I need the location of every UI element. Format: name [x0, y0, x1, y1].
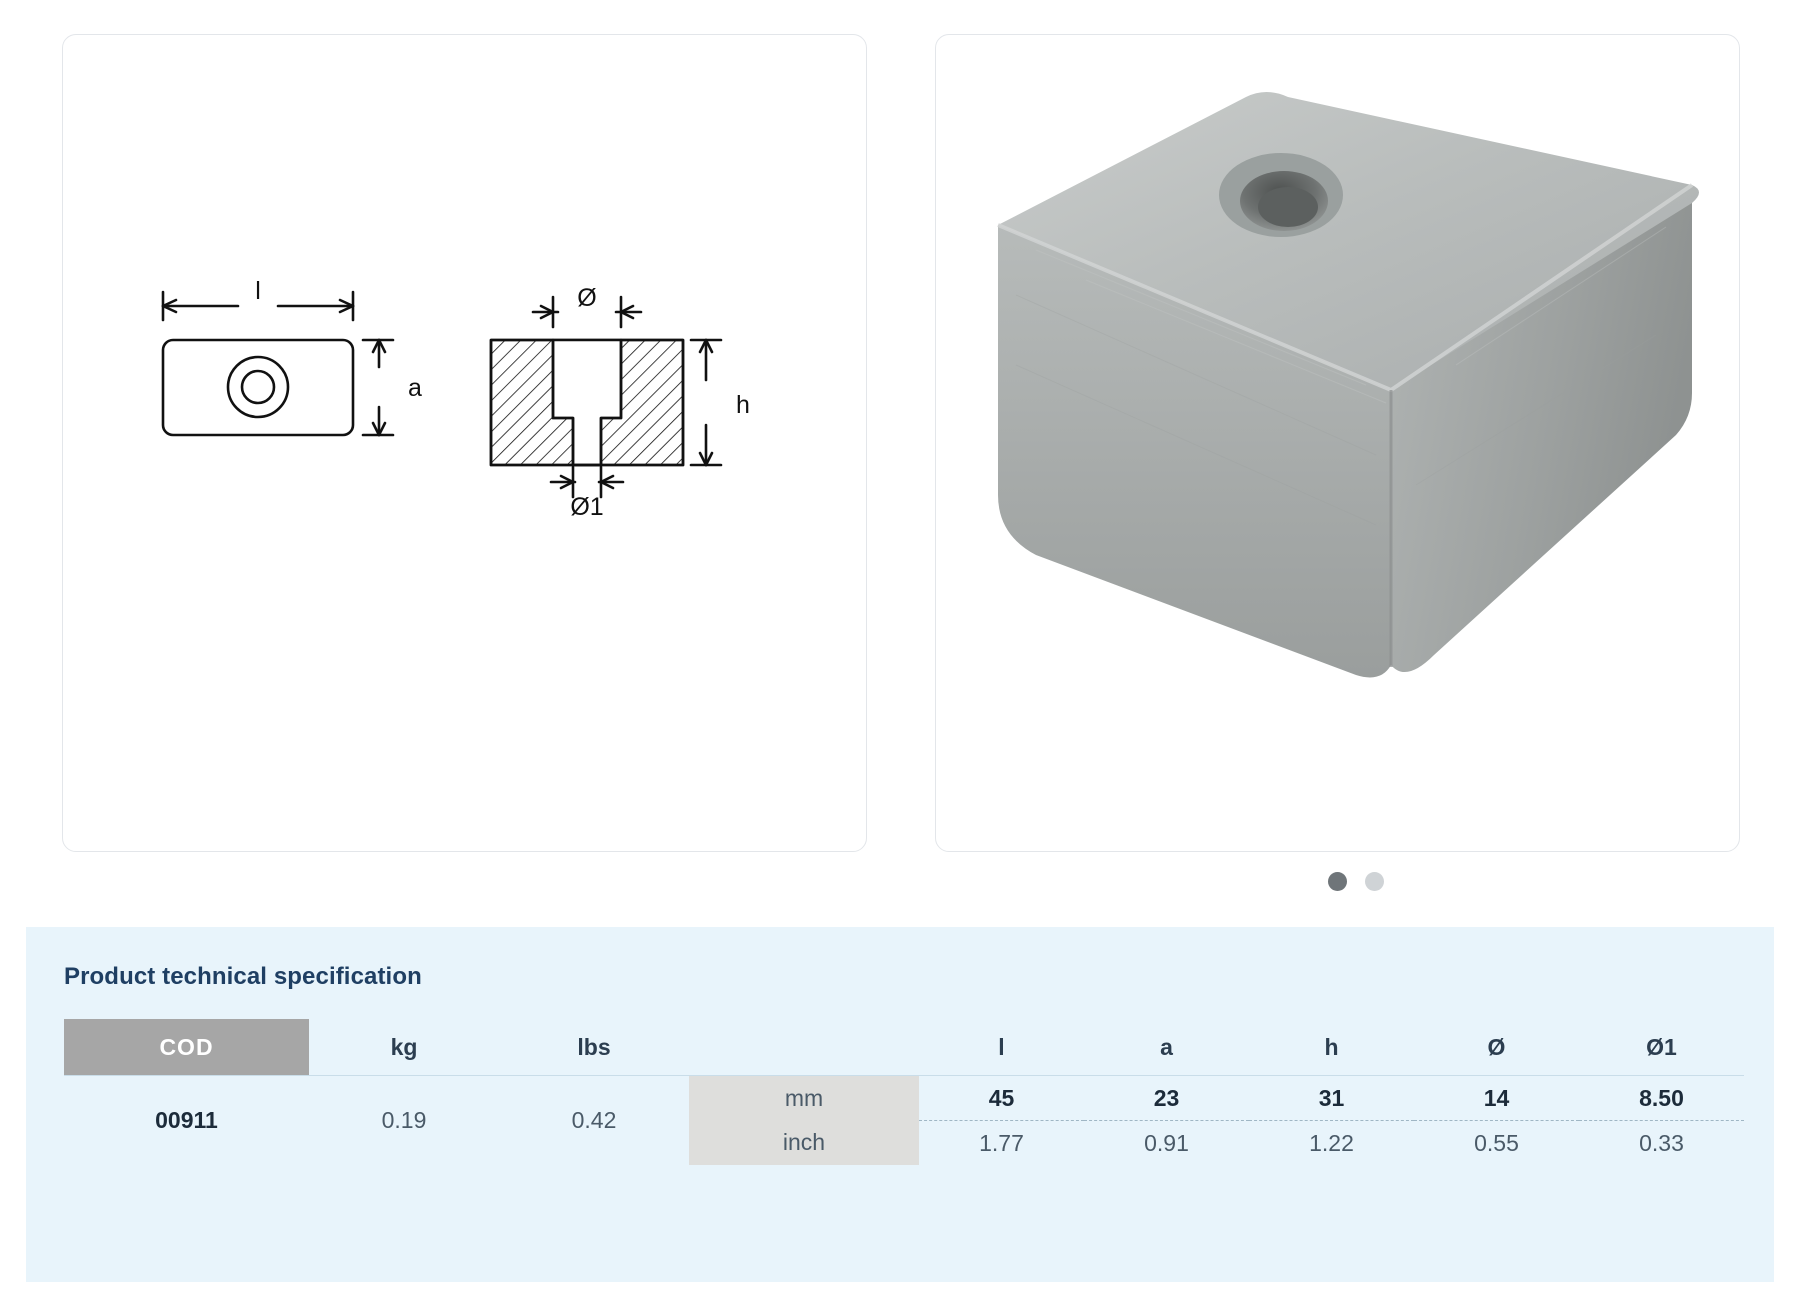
cell-inch-l: 1.77	[979, 1129, 1024, 1156]
product-photo-card	[935, 34, 1740, 852]
gallery-dot-2[interactable]	[1365, 872, 1384, 891]
label-diameter1: Ø1	[570, 493, 604, 521]
cell-inch-diameter1: 0.33	[1639, 1129, 1684, 1156]
cell-cod: 00911	[155, 1107, 218, 1133]
gallery-dot-1[interactable]	[1328, 872, 1347, 891]
cell-mm-a: 23	[1084, 1076, 1249, 1121]
spec-title: Product technical specification	[64, 963, 422, 990]
table-row	[64, 1076, 1744, 1121]
header-cod: COD	[64, 1019, 309, 1076]
cell-unit-inch: inch	[689, 1121, 919, 1166]
header-h: h	[1249, 1019, 1414, 1076]
cell-mm-diameter1: 8.50	[1579, 1076, 1744, 1121]
label-diameter: Ø	[577, 284, 597, 312]
header-diameter: Ø	[1414, 1019, 1579, 1076]
label-h: h	[736, 391, 750, 419]
header-lbs: lbs	[499, 1019, 689, 1076]
header-diameter1: Ø1	[1579, 1019, 1744, 1076]
technical-drawing	[63, 35, 880, 853]
label-l: l	[255, 277, 261, 305]
cell-mm-diameter: 14	[1414, 1076, 1579, 1121]
label-a: a	[408, 374, 422, 402]
header-l: l	[919, 1019, 1084, 1076]
cell-unit-mm: mm	[689, 1076, 919, 1121]
header-a: a	[1084, 1019, 1249, 1076]
product-photo	[936, 35, 1740, 852]
cell-lbs: 0.42	[571, 1107, 617, 1133]
technical-drawing-card	[62, 34, 867, 852]
cell-inch-a: 0.91	[1144, 1129, 1189, 1156]
header-kg: kg	[309, 1019, 499, 1076]
product-technical-specification-panel	[26, 927, 1774, 1282]
cell-inch-diameter: 0.55	[1474, 1129, 1519, 1156]
spec-header-row	[64, 1019, 1744, 1076]
spec-table	[64, 1019, 1744, 1165]
header-unit	[689, 1019, 919, 1076]
cell-inch-h: 1.22	[1309, 1129, 1354, 1156]
cell-kg: 0.19	[381, 1107, 427, 1133]
gallery-dots[interactable]	[947, 872, 1764, 891]
cell-mm-h: 31	[1249, 1076, 1414, 1121]
cell-mm-l: 45	[919, 1076, 1084, 1121]
